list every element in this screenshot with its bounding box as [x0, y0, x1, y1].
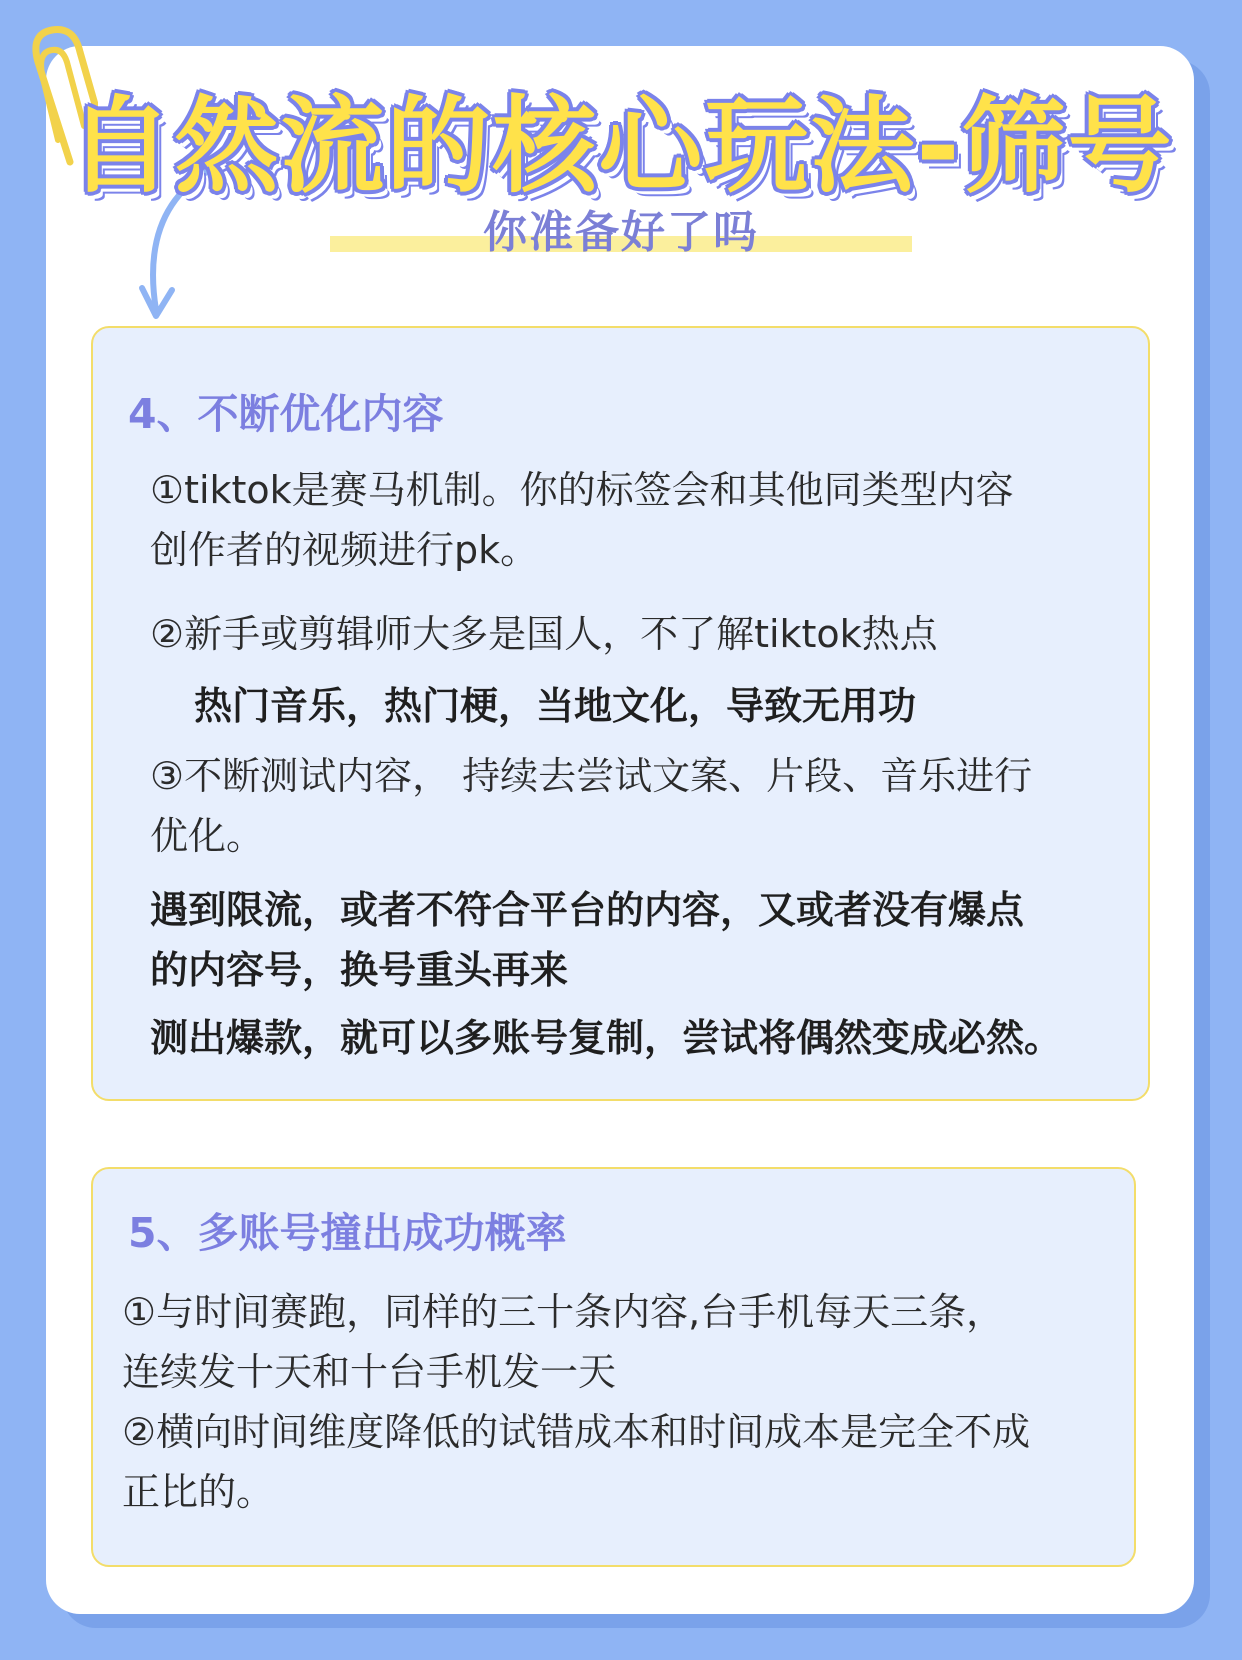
section-4-para-1-line-2: 创作者的视频进行pk。 [150, 528, 539, 572]
page-subtitle: 你准备好了吗 [483, 207, 759, 258]
section-4-bold-1-line-2: 的内容号，换号重头再来 [150, 948, 569, 992]
section-5-para-2-line-1: ②横向时间维度降低的试错成本和时间成本是完全不成 [122, 1410, 1031, 1454]
section-5-para-1-line-1: ①与时间赛跑，同样的三十条内容,台手机每天三条， [122, 1290, 1005, 1334]
section-4-bold-2: 测出爆款，就可以多账号复制，尝试将偶然变成必然。 [150, 1016, 1063, 1060]
section-4-para-2: ②新手或剪辑师大多是国人，不了解tiktok热点 [150, 612, 938, 656]
page-title: 自然流的核心玩法-筛号 [68, 85, 1174, 207]
section-5-para-2-line-2: 正比的。 [122, 1470, 275, 1514]
section-5-para-1-line-2: 连续发十天和十台手机发一天 [122, 1350, 617, 1394]
section-4-para-3-line-1: ③不断测试内容， 持续去尝试文案、片段、音乐进行 [150, 754, 1033, 798]
section-4-bold-1-line-1: 遇到限流，或者不符合平台的内容，又或者没有爆点 [150, 888, 1025, 932]
section-4-para-1-line-1: ①tiktok是赛马机制。你的标签会和其他同类型内容 [150, 468, 1014, 512]
section-5-heading: 5、多账号撞出成功概率 [128, 1209, 567, 1257]
section-4-para-2-bold: 热门音乐，热门梗，当地文化，导致无用功 [194, 684, 917, 728]
section-4-heading: 4、不断优化内容 [128, 390, 444, 438]
section-4-para-3-line-2: 优化。 [150, 814, 265, 858]
